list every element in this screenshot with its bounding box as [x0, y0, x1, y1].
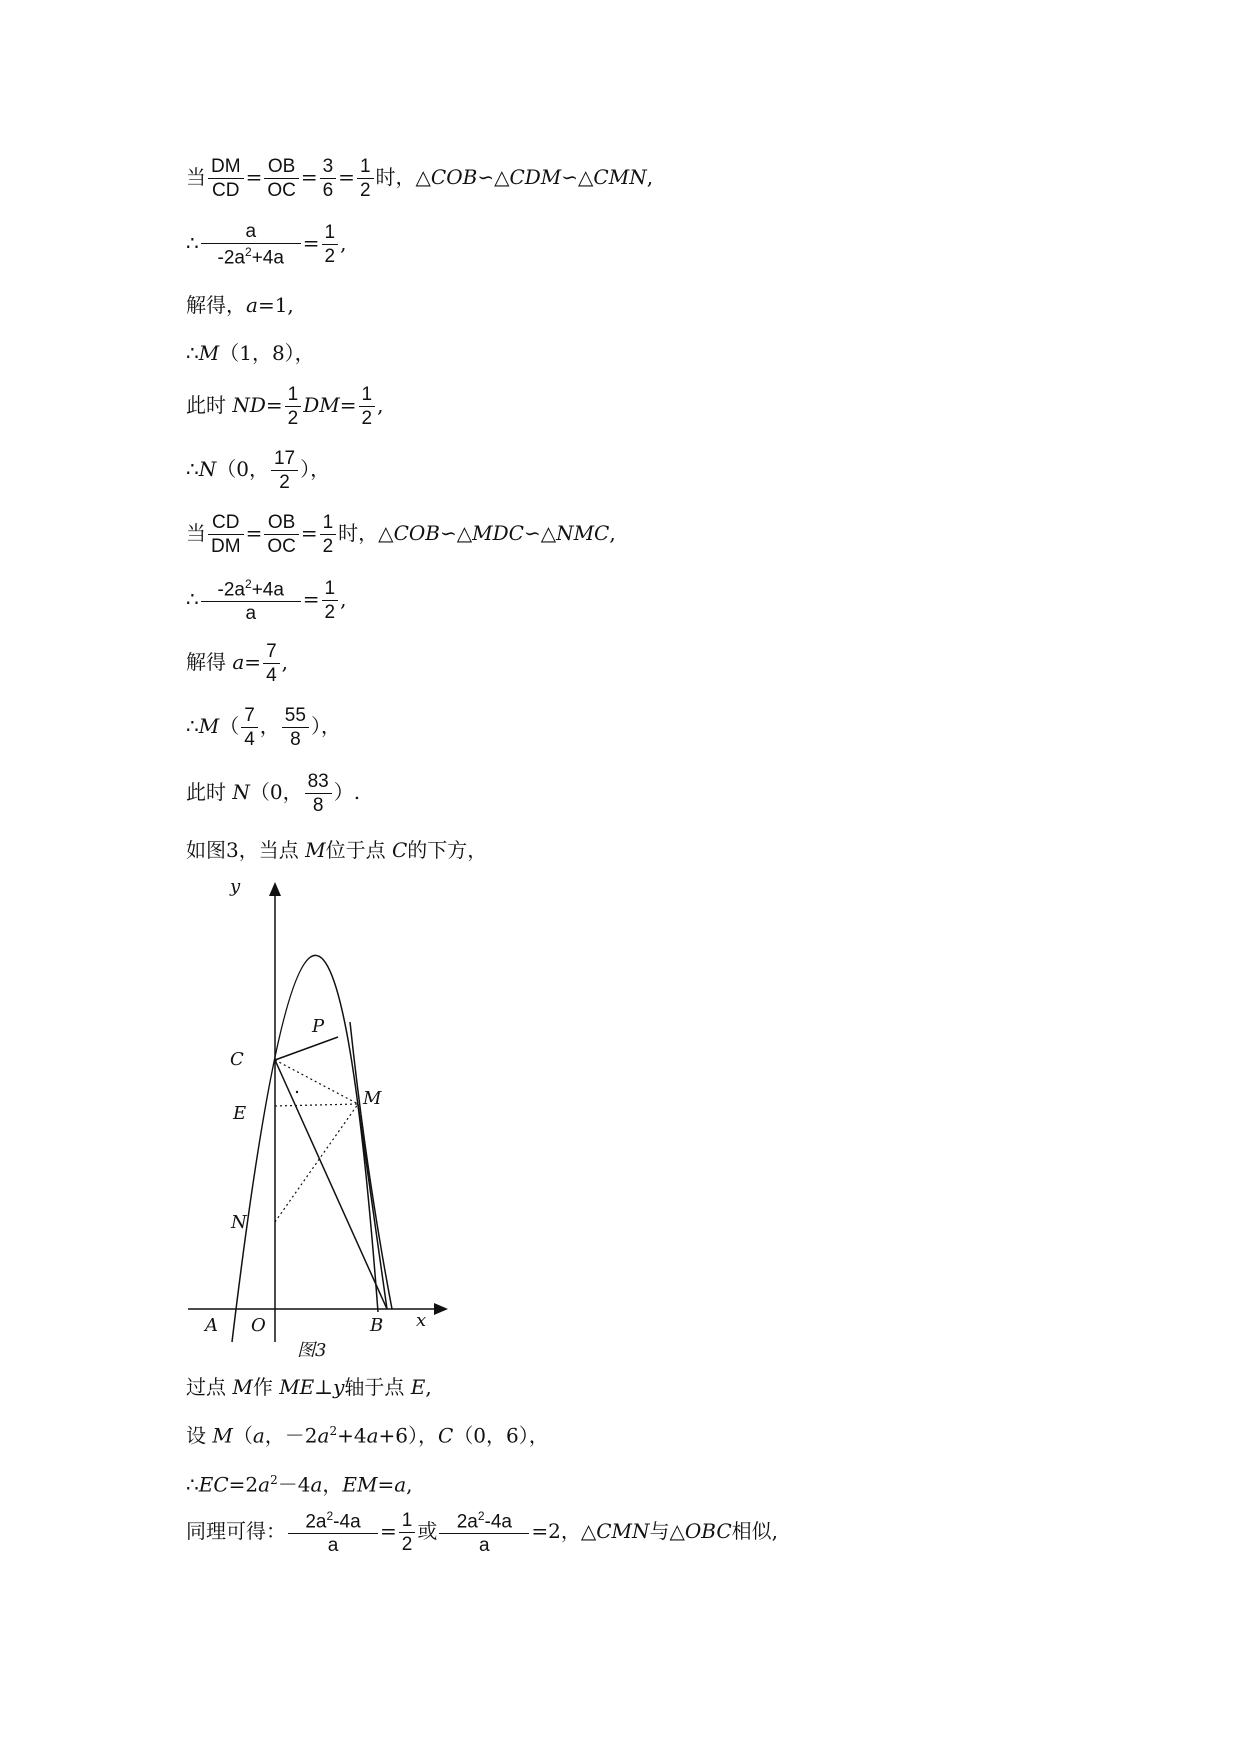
fraction: $\frac{OB}{OC}$	[264, 513, 299, 556]
line-15: $\therefore EC=2a^2-4a$，EM=a,	[186, 1472, 413, 1497]
dotted-CM	[275, 1060, 358, 1104]
line-14: 设 M（a，$-2a^2+4a+6$），C（0，6），	[186, 1423, 549, 1448]
label-y: y	[230, 876, 241, 897]
label-A: A	[205, 1315, 218, 1336]
label-E: E	[233, 1103, 247, 1124]
line-5: 此时 ND= $\frac{1}{2}$ DM= $\frac{1}{2}$ ,	[186, 384, 384, 429]
fraction: $\frac{1}{2}$	[285, 385, 302, 428]
fraction: $\frac{1}{2}$	[322, 579, 339, 622]
fraction: $\frac{1}{2}$	[322, 223, 339, 266]
text: 当	[186, 165, 206, 189]
fraction: $\frac{1}{2}$	[320, 513, 337, 556]
line-9: 解得 a= $\frac{7}{4}$ ,	[186, 641, 288, 686]
inner-curve	[350, 1022, 392, 1309]
fraction: $\frac{2a^2-4a}{a}$	[288, 1510, 378, 1555]
figure-3	[180, 872, 460, 1357]
line-1: 当 $\frac{DM}{CD}$ = $\frac{OB}{OC}$ = $\frac{3}{6}$ = $\frac{1}{2}$ 时，△COB∽△CDM∽△CMN,	[186, 156, 654, 201]
dotted-EM	[275, 1104, 358, 1106]
label-M: M	[363, 1088, 382, 1109]
label-x: x	[416, 1310, 427, 1331]
line-3: 解得，a=1,	[186, 293, 294, 317]
label-C: C	[230, 1049, 244, 1070]
label-O: O	[251, 1315, 266, 1336]
fraction: $\frac{1}{2}$	[399, 1511, 416, 1554]
label-B: B	[370, 1315, 384, 1336]
fraction: $\frac{3}{6}$	[320, 157, 337, 200]
parabola	[232, 955, 378, 1342]
dot-mark	[296, 1091, 298, 1093]
fraction: $\frac{7}{4}$	[241, 706, 258, 749]
line-4: ∴M（1，8），	[186, 341, 315, 365]
line-12: 如图3，当点 M位于点 C的下方，	[186, 838, 488, 862]
figure-caption: 图3	[297, 1340, 327, 1357]
fraction: $\frac{a}{-2a^2+4a}$	[201, 222, 301, 267]
fraction: $\frac{-2a^2+4a}{a}$	[201, 578, 301, 623]
line-8: ∴ $\frac{-2a^2+4a}{a}$ = $\frac{1}{2}$ ,	[186, 577, 347, 625]
fraction: $\frac{83}{8}$	[305, 772, 332, 815]
line-2: ∴ $\frac{a}{-2a^2+4a}$ = $\frac{1}{2}$ ,	[186, 221, 347, 269]
fraction: $\frac{55}{8}$	[282, 706, 309, 749]
dotted-NM	[275, 1104, 358, 1222]
label-P: P	[312, 1016, 325, 1037]
line-11: 此时 N（0， $\frac{83}{8}$ ）.	[186, 771, 361, 816]
line-16: 同理可得： $\frac{2a^2-4a}{a}$ = $\frac{1}{2}$ 或 $\frac{2a^2-4a}{a}$ =2，△CMN与△OBC相似,	[186, 1509, 779, 1557]
fraction: $\frac{1}{2}$	[357, 157, 374, 200]
x-axis-arrow	[434, 1303, 448, 1315]
fraction: $\frac{7}{4}$	[263, 642, 280, 685]
line-10: ∴M（ $\frac{7}{4}$ ， $\frac{55}{8}$ ），	[186, 705, 341, 750]
line-6: ∴N（0， $\frac{17}{2}$ ），	[186, 448, 331, 493]
fraction: $\frac{CD}{DM}$	[208, 513, 244, 556]
y-axis-arrow	[269, 882, 281, 896]
fraction: $\frac{DM}{CD}$	[208, 157, 244, 200]
fraction: $\frac{17}{2}$	[271, 449, 298, 492]
fraction: $\frac{1}{2}$	[359, 385, 376, 428]
fraction: $\frac{OB}{OC}$	[264, 157, 299, 200]
line-7: 当 $\frac{CD}{DM}$ = $\frac{OB}{OC}$ = $\frac{1}{2}$ 时，△COB∽△MDC∽△NMC,	[186, 512, 616, 557]
line-13: 过点 M作 ME⊥y轴于点 E,	[186, 1375, 432, 1399]
label-N: N	[231, 1212, 247, 1233]
segment-CP	[275, 1037, 338, 1060]
fraction: $\frac{2a^2-4a}{a}$	[439, 1510, 529, 1555]
